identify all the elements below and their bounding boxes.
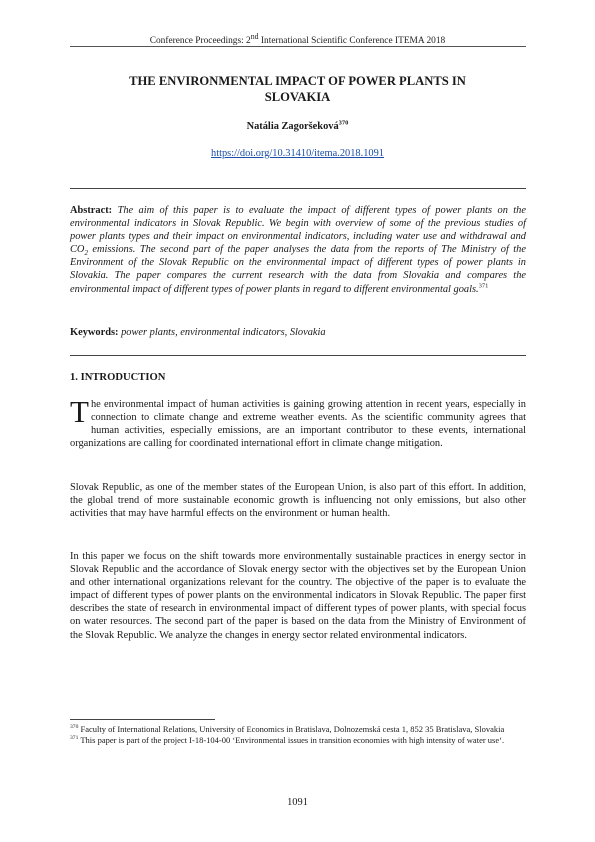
title-line-1: THE ENVIRONMENTAL IMPACT OF POWER PLANTS IN	[129, 74, 466, 88]
keywords-text: power plants, environmental indicators, Slovakia	[121, 327, 326, 338]
footnote-rule	[70, 719, 215, 720]
author-name: Natália Zagoršeková$^{370}$	[246, 119, 349, 132]
section-heading: 1. INTRODUCTION	[70, 372, 166, 383]
keywords-bottom-rule	[70, 355, 526, 356]
abstract	[70, 204, 526, 296]
author-footnote-mark: 370	[338, 119, 349, 127]
footnote: $^{371}$ This paper is part of the project I-18-104-00 ‘Environmental issues in transition economies with high intensity of water use‘.	[70, 735, 505, 745]
abstract-label: Abstract:	[70, 205, 113, 216]
body-paragraph-3: In this paper we focus on the shift towards more environmentally sustainable practices in energy sector in Slovak Republic and the accordance of Slovak energy sector with the objectives set by the European Union and other international organizations relevant for the country. The objective of the paper is to evaluate the impact of different types of power plants on the environmental indicators in Slovak Republic. The paper first describes the state of research in environmental impact of different types of power plants, with special focus on water resources. The second part of the paper is based on the data from the Ministry of Environment of the Slovak Republic. We analyze the changes in energy sector related environmental indicators.	[70, 551, 526, 641]
title-line-2: SLOVAKIA	[264, 90, 331, 104]
keywords	[70, 327, 526, 338]
footnotes	[70, 724, 526, 746]
doi-link[interactable]: https://doi.org/10.31410/itema.2018.1091	[211, 148, 384, 159]
running-head: Conference Proceedings: 2nd International Scientific Conference ITEMA 2018	[149, 32, 446, 47]
paper-title	[85, 73, 510, 105]
body-paragraph-2: Slovak Republic, as one of the member states of the European Union, is also part of this effort. In addition, the global trend of more sustainable economic growth is influencing not only emissions, but also other activities that may have harmful effects on the environment or human health.	[70, 482, 526, 520]
body-paragraph-1: The environmental impact of human activities is gaining growing attention in recent years, especially in connection to climate change and extreme weather events. As the scientific community agrees that human activities, especially emissions, are an important contributor to these events, international organizations are calling for coordinated international effort in climate change mitigation.	[70, 394, 526, 450]
drop-cap: T	[70, 394, 89, 429]
keywords-label: Keywords:	[70, 327, 119, 338]
header-rule	[70, 46, 526, 47]
footnote: $^{370}$ Faculty of International Relations, University of Economics in Bratislava, Dolnozemská cesta 1, 852 35 Bratislava, Slovakia	[70, 724, 505, 734]
abstract-top-rule	[70, 188, 526, 189]
abstract-text: The aim of this paper is to evaluate the impact of different types of power plants on the environmental indicators in Slovak Republic. We begin with overview of some of the previous studies of power plants types and their impact on environmental indicators, including water use and withdrawal and $CO_2$ emissions. The second part of the paper analyses the data from the reports of The Ministry of the Environment of the Slovak Republic on the environmental impact of different types of power plants in Slovakia. The paper compares the current research with the data from Slovakia and compares the environmental impact of different types of power plants in regard to different environmental goals.$^{371}$	[70, 205, 526, 295]
page-number: 1091	[287, 797, 308, 808]
abstract-footnote-mark: 371	[478, 282, 489, 290]
